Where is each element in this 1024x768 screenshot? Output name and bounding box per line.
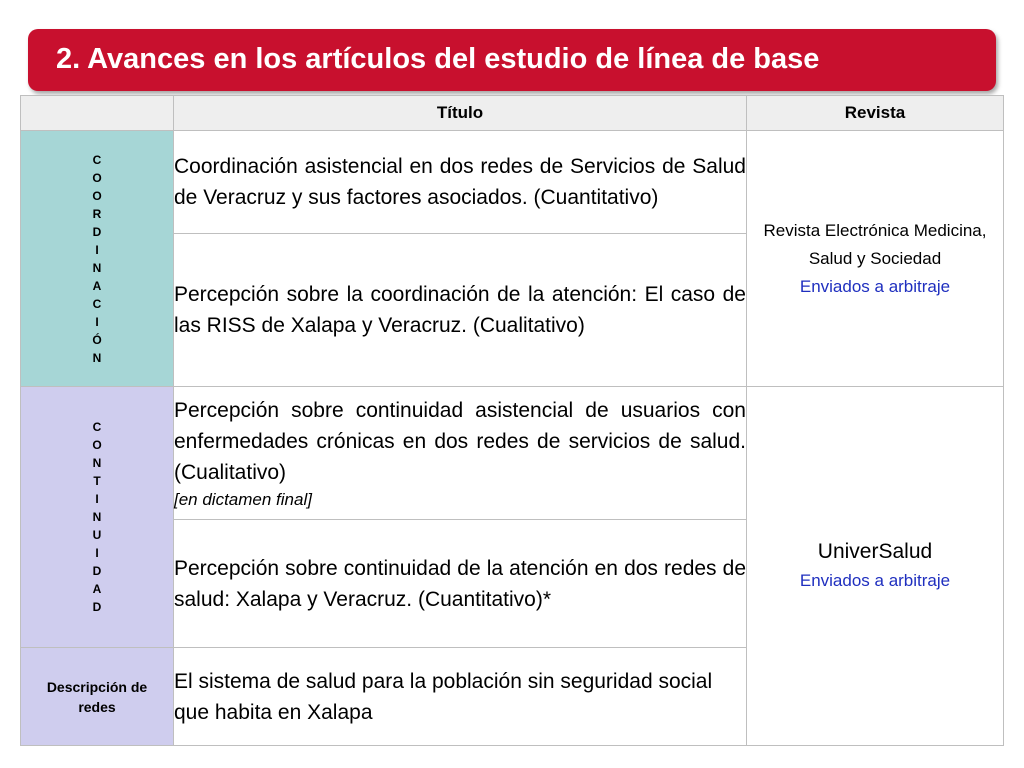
category-letter: D — [92, 600, 102, 614]
category-letter: C — [92, 420, 102, 434]
category-letter: O — [92, 438, 102, 452]
category-letter: I — [95, 546, 99, 560]
category-letter: U — [92, 528, 102, 542]
slide-title-bar — [28, 29, 996, 91]
category-letter: C — [92, 296, 102, 311]
category-letter: R — [92, 206, 102, 221]
header-revista: Revista — [747, 96, 1004, 131]
journal-status: Enviados a arbitraje — [799, 571, 951, 590]
article-title-cell — [174, 648, 747, 746]
header-blank — [21, 96, 174, 131]
journal-cell-2 — [747, 387, 1004, 746]
journal-name: Revista Electrónica Medicina, Salud y Sociedad — [763, 220, 987, 268]
category-letter: O — [92, 188, 102, 203]
category-coordinacion-letters — [21, 151, 173, 367]
category-letter: N — [92, 350, 102, 365]
slide-title: 2. Avances en los artículos del estudio de línea de base — [56, 43, 820, 75]
category-letter: Ó — [92, 332, 102, 347]
article-title: Percepción sobre la coordinación de la atención: El caso de las RISS de Xalapa y Veracruz. (Cualitativo) — [174, 283, 746, 337]
category-letter: C — [92, 152, 102, 167]
category-letter: N — [92, 510, 102, 524]
category-descripcion-label: Descripción de redes — [46, 678, 148, 715]
table-header-row — [21, 96, 1004, 131]
table-row — [21, 387, 1004, 520]
category-letter: I — [95, 242, 99, 257]
header-titulo: Título — [174, 96, 747, 131]
category-letter: D — [92, 224, 102, 239]
journal-status: Enviados a arbitraje — [799, 276, 951, 296]
journal-cell-1 — [747, 131, 1004, 387]
category-letter: O — [92, 170, 102, 185]
category-letter: T — [93, 474, 101, 488]
category-continuidad-letters — [21, 418, 173, 616]
article-title: Coordinación asistencial en dos redes de Servicios de Salud de Veracruz y sus factores asociados. (Cuantitativo) — [174, 155, 746, 209]
article-note: [en dictamen final] — [174, 489, 312, 509]
category-letter: A — [92, 582, 102, 596]
article-title-cell — [174, 520, 747, 648]
journal-name: UniverSalud — [817, 540, 933, 563]
article-title-cell — [174, 234, 747, 387]
table-row — [21, 131, 1004, 234]
category-letter: I — [95, 314, 99, 329]
article-title: Percepción sobre continuidad de la atención en dos redes de salud: Xalapa y Veracruz. (Cuantitativo)* — [174, 556, 746, 611]
articles-table — [20, 95, 1004, 746]
article-title-cell — [174, 131, 747, 234]
category-letter: I — [95, 492, 99, 506]
article-title: Percepción sobre continuidad asistencial de usuarios con enfermedades crónicas en dos redes de servicios de salud. (Cualitativo) — [174, 398, 746, 484]
category-continuidad — [21, 387, 174, 648]
category-letter: N — [92, 456, 102, 470]
article-title-cell — [174, 387, 747, 520]
category-coordinacion — [21, 131, 174, 387]
category-descripcion — [21, 648, 174, 746]
category-letter: D — [92, 564, 102, 578]
category-letter: N — [92, 260, 102, 275]
category-letter: A — [92, 278, 102, 293]
article-title: El sistema de salud para la población sin seguridad social que habita en Xalapa — [174, 669, 713, 724]
